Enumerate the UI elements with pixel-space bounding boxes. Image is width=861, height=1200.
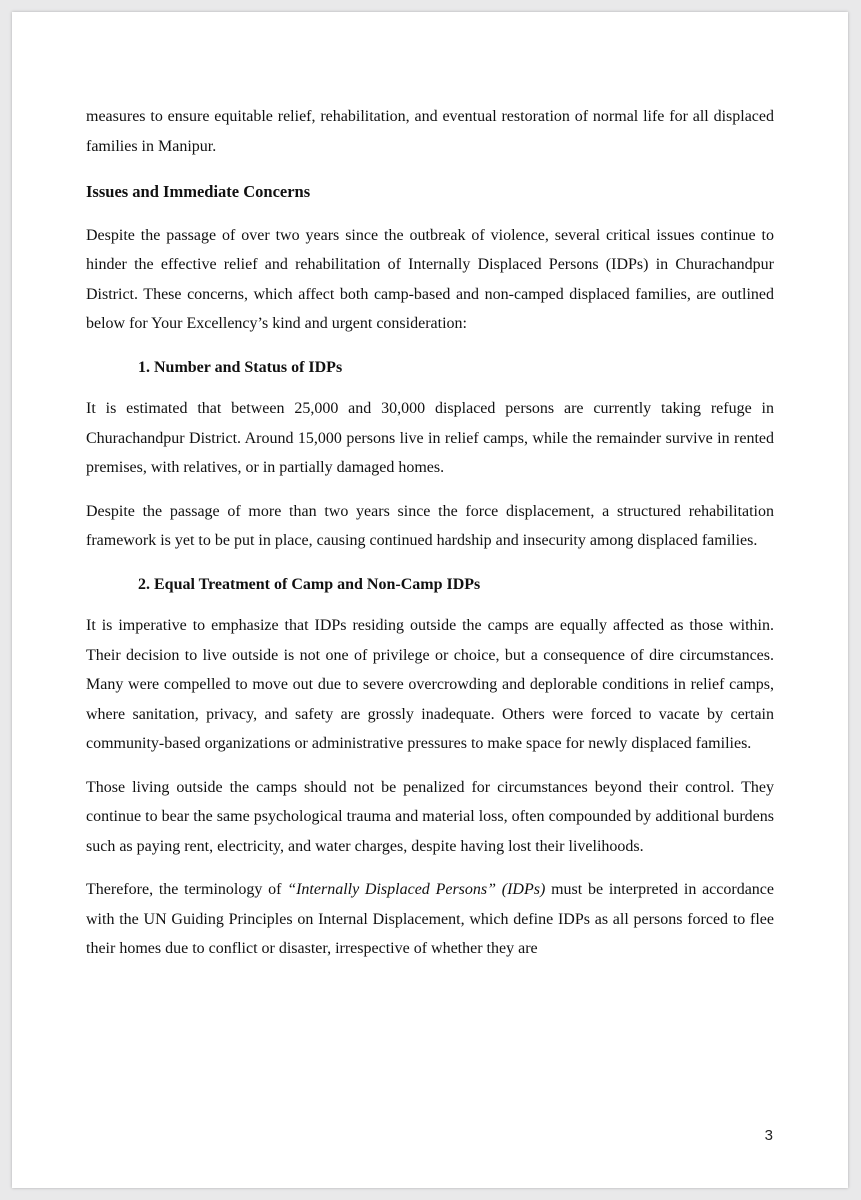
paragraph-outside-camps: Those living outside the camps should not be penalized for circumstances beyond their control. They continue to bear the same psychological trauma and material loss, often compounded by additional burdens such as paying rent, electricity, and water charges, despite having lost their livelihoods. — [86, 778, 774, 855]
terminology-text-end: must be interpreted in accordance with the UN Guiding Principles on Internal Displacement, which define IDPs as all persons forced to flee their homes due to conflict or disaster, irrespective of whether they are — [86, 881, 775, 957]
paragraph-idp-estimate: It is estimated that between 25,000 and 30,000 displaced persons are currently taking refuge in Churachandpur District. Around 15,000 persons live in relief camps, while the remainder survive in rented premises, with relatives, or in partially damaged homes. — [86, 400, 774, 476]
terminology-text-start: Therefore, the terminology of — [86, 881, 288, 898]
paragraph-issues-intro: Despite the passage of over two years since the outbreak of violence, several critical issues continue to hinder the effective relief and rehabilitation of Internally Displaced Persons (IDPs) in Churachandpur District. These concerns, which affect both camp-based and non-camped displaced families, are outlined below for Your Excellency’s kind and urgent consideration: — [86, 226, 774, 332]
section-2-title: 2. Equal Treatment of Camp and Non-Camp IDPs — [138, 575, 481, 593]
paragraph-rehabilitation-framework: Despite the passage of more than two years since the force displacement, a structured rehabilitation framework is yet to be put in place, causing continued hardship and insecurity among displaced families. — [86, 502, 774, 549]
document-page — [12, 12, 848, 1188]
page-number: 3 — [764, 1127, 773, 1144]
terminology-italic: “Internally Displaced Persons” (IDPs) — [287, 881, 546, 898]
section-1-title: 1. Number and Status of IDPs — [138, 358, 343, 376]
page-content — [86, 102, 774, 978]
paragraph-terminology — [86, 875, 774, 964]
paragraph-equal-treatment: It is imperative to emphasize that IDPs residing outside the camps are equally affected as those within. Their decision to live outside is not one of privilege or choice, but a consequence of dire circumstances. Many were compelled to move out due to severe overcrowding and deplorable conditions in relief camps, where sanitation, privacy, and safety are grossly inadequate. Others were forced to vacate by certain community-based organizations or administrative pressures to make space for newly displaced families. — [86, 617, 774, 752]
paragraph-intro-continuation: measures to ensure equitable relief, rehabilitation, and eventual restoration of normal life for all displaced families in Manipur. — [86, 108, 774, 155]
heading-issues: Issues and Immediate Concerns — [86, 182, 311, 201]
